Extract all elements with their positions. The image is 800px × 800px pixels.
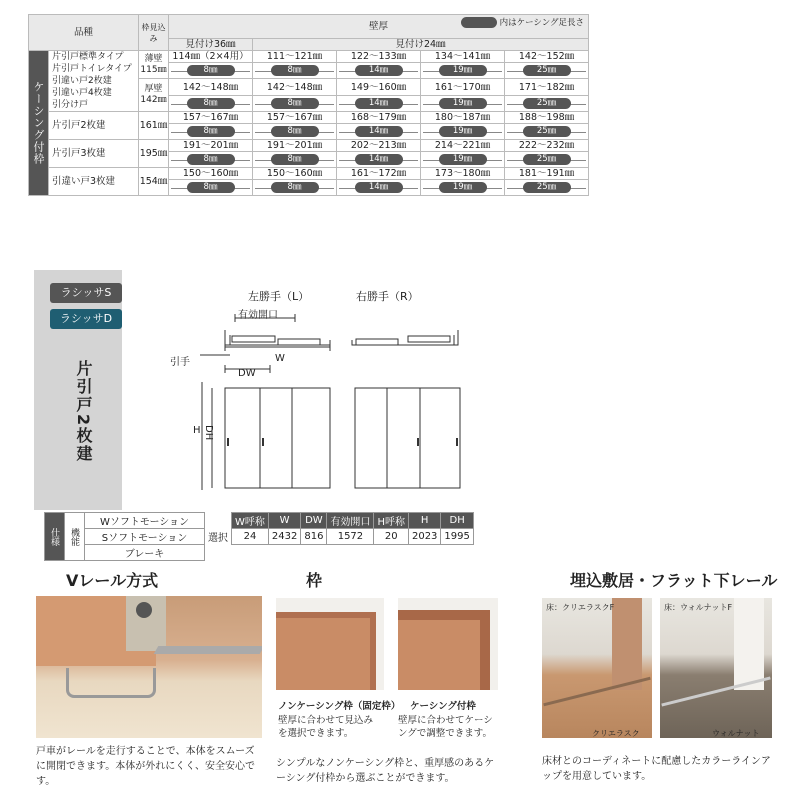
vrail-photo <box>36 596 262 738</box>
casing-pill: 14㎜ <box>355 65 403 76</box>
range-cell: 157〜167㎜ <box>169 112 253 124</box>
range-cell: 134〜141㎜ <box>421 51 505 63</box>
range-cell: 171〜182㎜ <box>505 79 589 96</box>
casing-pill: 25㎜ <box>523 65 571 76</box>
spec-header: DH <box>441 513 473 529</box>
casing-pill: 14㎜ <box>355 182 403 193</box>
group1-types: 片引戸標準タイプ 片引戸トイレタイプ 引違い戸2枚建 引違い戸4枚建 引分け戸 <box>49 51 139 112</box>
waku-cell: 154㎜ <box>139 168 169 196</box>
spec-header: DW <box>301 513 327 529</box>
casing-pill: 8㎜ <box>271 65 319 76</box>
range-cell: 168〜179㎜ <box>337 112 421 124</box>
right-hand-label: 右勝手（R） <box>356 290 419 303</box>
casing-pill: 14㎜ <box>355 126 403 137</box>
dw-label: DW <box>238 368 256 379</box>
range-cell: 191〜201㎜ <box>169 140 253 152</box>
floor-photo-2 <box>660 598 772 738</box>
floor-caption: 床材とのコーディネートに配慮したカラーラインアップを用意しています。 <box>542 756 771 782</box>
range-cell: 114㎜（2×4用） <box>169 51 253 63</box>
rail-line-image <box>661 676 770 706</box>
range-cell: 111〜121㎜ <box>253 51 337 63</box>
waku-cell: 161㎜ <box>139 112 169 140</box>
casing-pill: 8㎜ <box>271 126 319 137</box>
screw-icon <box>136 602 152 618</box>
spec-header: 有効開口 <box>327 513 374 529</box>
range-cell: 188〜198㎜ <box>505 112 589 124</box>
casing-pill: 19㎜ <box>439 65 487 76</box>
range-cell: 161〜172㎜ <box>337 168 421 180</box>
spec-header: W <box>268 513 300 529</box>
product-title: 片引戸2枚建 <box>74 360 93 464</box>
casing-pill: 8㎜ <box>271 182 319 193</box>
spec-header: W呼称 <box>232 513 269 529</box>
left-hand-label: 左勝手（L） <box>248 290 310 303</box>
spec-feature: ブレーキ <box>85 545 205 561</box>
spec-value: 2023 <box>408 529 440 545</box>
casing-pill: 14㎜ <box>355 98 403 109</box>
waku-cell: 195㎜ <box>139 140 169 168</box>
casing-label: ケーシング付枠 <box>410 701 476 712</box>
range-cell: 149〜160㎜ <box>337 79 421 96</box>
rail-line-image <box>154 646 262 654</box>
range-cell: 180〜187㎜ <box>421 112 505 124</box>
spec-value: 1995 <box>441 529 473 545</box>
range-cell: 214〜221㎜ <box>421 140 505 152</box>
casing-photo <box>398 598 498 690</box>
legend-pill <box>461 17 497 28</box>
frame-caption: シンプルなノンケーシング枠と、重厚感のあるケーシング付枠から選ぶことができます。 <box>276 758 495 784</box>
range-cell: 181〜191㎜ <box>505 168 589 180</box>
wall-thickness-table <box>28 14 589 196</box>
type-cell: 引違い戸3枚建 <box>49 168 139 196</box>
floor-photo-1 <box>542 598 652 738</box>
casing-desc: 壁厚に合わせてケーシングで調整できます。 <box>398 715 493 739</box>
range-cell: 122〜133㎜ <box>337 51 421 63</box>
door-drawing <box>180 300 480 500</box>
legend: 内はケーシング足長さ <box>461 17 584 29</box>
casing-pill: 19㎜ <box>439 98 487 109</box>
h-label: H <box>193 425 201 436</box>
range-cell: 191〜201㎜ <box>253 140 337 152</box>
type-cell: 片引戸3枚建 <box>49 140 139 168</box>
spec-header: H <box>408 513 440 529</box>
casing-pill: 19㎜ <box>439 182 487 193</box>
range-cell: 142〜148㎜ <box>253 79 337 96</box>
header-sub-24: 見付け24㎜ <box>253 39 589 51</box>
range-cell: 157〜167㎜ <box>253 112 337 124</box>
header-sub-36: 見付け36㎜ <box>169 39 253 51</box>
waku-thin: 薄壁115㎜ <box>139 51 169 79</box>
vrail-caption: 戸車がレールを走行することで、本体をスムーズに開閉できます。本体が外れにくく、安全安心です。 <box>36 746 255 787</box>
frame-image <box>276 612 376 690</box>
header-waku: 枠見込み <box>139 15 169 51</box>
floor-title: 埋込敷居・フラット下レール <box>570 571 778 590</box>
floor-name-2: ウォルナット <box>712 729 760 738</box>
type-cell: 片引戸2枚建 <box>49 112 139 140</box>
casing-pill: 25㎜ <box>523 98 571 109</box>
spec-value: 816 <box>301 529 327 545</box>
frame-title: 枠 <box>306 571 323 590</box>
spec-value: 2432 <box>268 529 300 545</box>
spec-value: 20 <box>374 529 409 545</box>
waku-thick: 厚壁142㎜ <box>139 79 169 112</box>
casing-pill: 25㎜ <box>523 154 571 165</box>
range-cell: 173〜180㎜ <box>421 168 505 180</box>
casing-pill: 25㎜ <box>523 182 571 193</box>
casing-pill: 8㎜ <box>187 98 235 109</box>
floor-name-1: クリエラスク <box>592 729 640 738</box>
casing-pill: 14㎜ <box>355 154 403 165</box>
casing-pill: 25㎜ <box>523 126 571 137</box>
tag-lacissa-d: ラシッサD <box>50 309 122 329</box>
casing-pill: 8㎜ <box>271 154 319 165</box>
spec-value: 24 <box>232 529 269 545</box>
range-cell: 150〜160㎜ <box>169 168 253 180</box>
range-cell: 142〜148㎜ <box>169 79 253 96</box>
noncasing-photo <box>276 598 384 690</box>
casing-pill: 8㎜ <box>187 126 235 137</box>
rail-line-image <box>543 677 650 707</box>
casing-pill: 8㎜ <box>187 65 235 76</box>
floor-label-2: 床：ウォルナットF <box>664 603 733 612</box>
header-kabe: 壁厚 内はケーシング足長さ <box>169 15 589 39</box>
range-cell: 161〜170㎜ <box>421 79 505 96</box>
floor-label-1: 床：クリエラスクF <box>546 603 615 612</box>
vrail-title: Vレール方式 <box>66 571 159 590</box>
noncasing-label: ノンケーシング枠（固定枠） <box>278 701 401 712</box>
range-cell: 142〜152㎜ <box>505 51 589 63</box>
noncasing-desc: 壁厚に合わせて見込みを選択できます。 <box>278 715 374 739</box>
casing-pill: 8㎜ <box>271 98 319 109</box>
spec-select: 選択 <box>208 533 228 544</box>
range-cell: 222〜232㎜ <box>505 140 589 152</box>
frame-image <box>734 598 764 690</box>
spec-feature: Sソフトモーション <box>85 529 205 545</box>
handle-label: 引手 <box>170 357 190 368</box>
frame-image <box>612 598 642 690</box>
spec-kinou: 機能 <box>65 513 85 561</box>
spec-shiyou: 仕様 <box>45 513 65 561</box>
spec-header: H呼称 <box>374 513 409 529</box>
effective-opening-label: 有効開口 <box>238 310 278 321</box>
dh-label: DH <box>203 425 214 441</box>
header-hinshu: 品種 <box>29 15 139 51</box>
casing-pill: 19㎜ <box>439 126 487 137</box>
tag-lacissa-s: ラシッサS <box>50 283 122 303</box>
w-label: W <box>275 353 285 364</box>
spec-value: 1572 <box>327 529 374 545</box>
frame-image <box>398 610 490 690</box>
spec-table <box>44 512 474 561</box>
range-cell: 150〜160㎜ <box>253 168 337 180</box>
range-cell: 202〜213㎜ <box>337 140 421 152</box>
casing-pill: 19㎜ <box>439 154 487 165</box>
spec-feature: Wソフトモーション <box>85 513 205 529</box>
casing-pill: 8㎜ <box>187 182 235 193</box>
rail-image <box>66 668 156 698</box>
side-label: ケーシング付枠 <box>29 51 49 196</box>
casing-pill: 8㎜ <box>187 154 235 165</box>
